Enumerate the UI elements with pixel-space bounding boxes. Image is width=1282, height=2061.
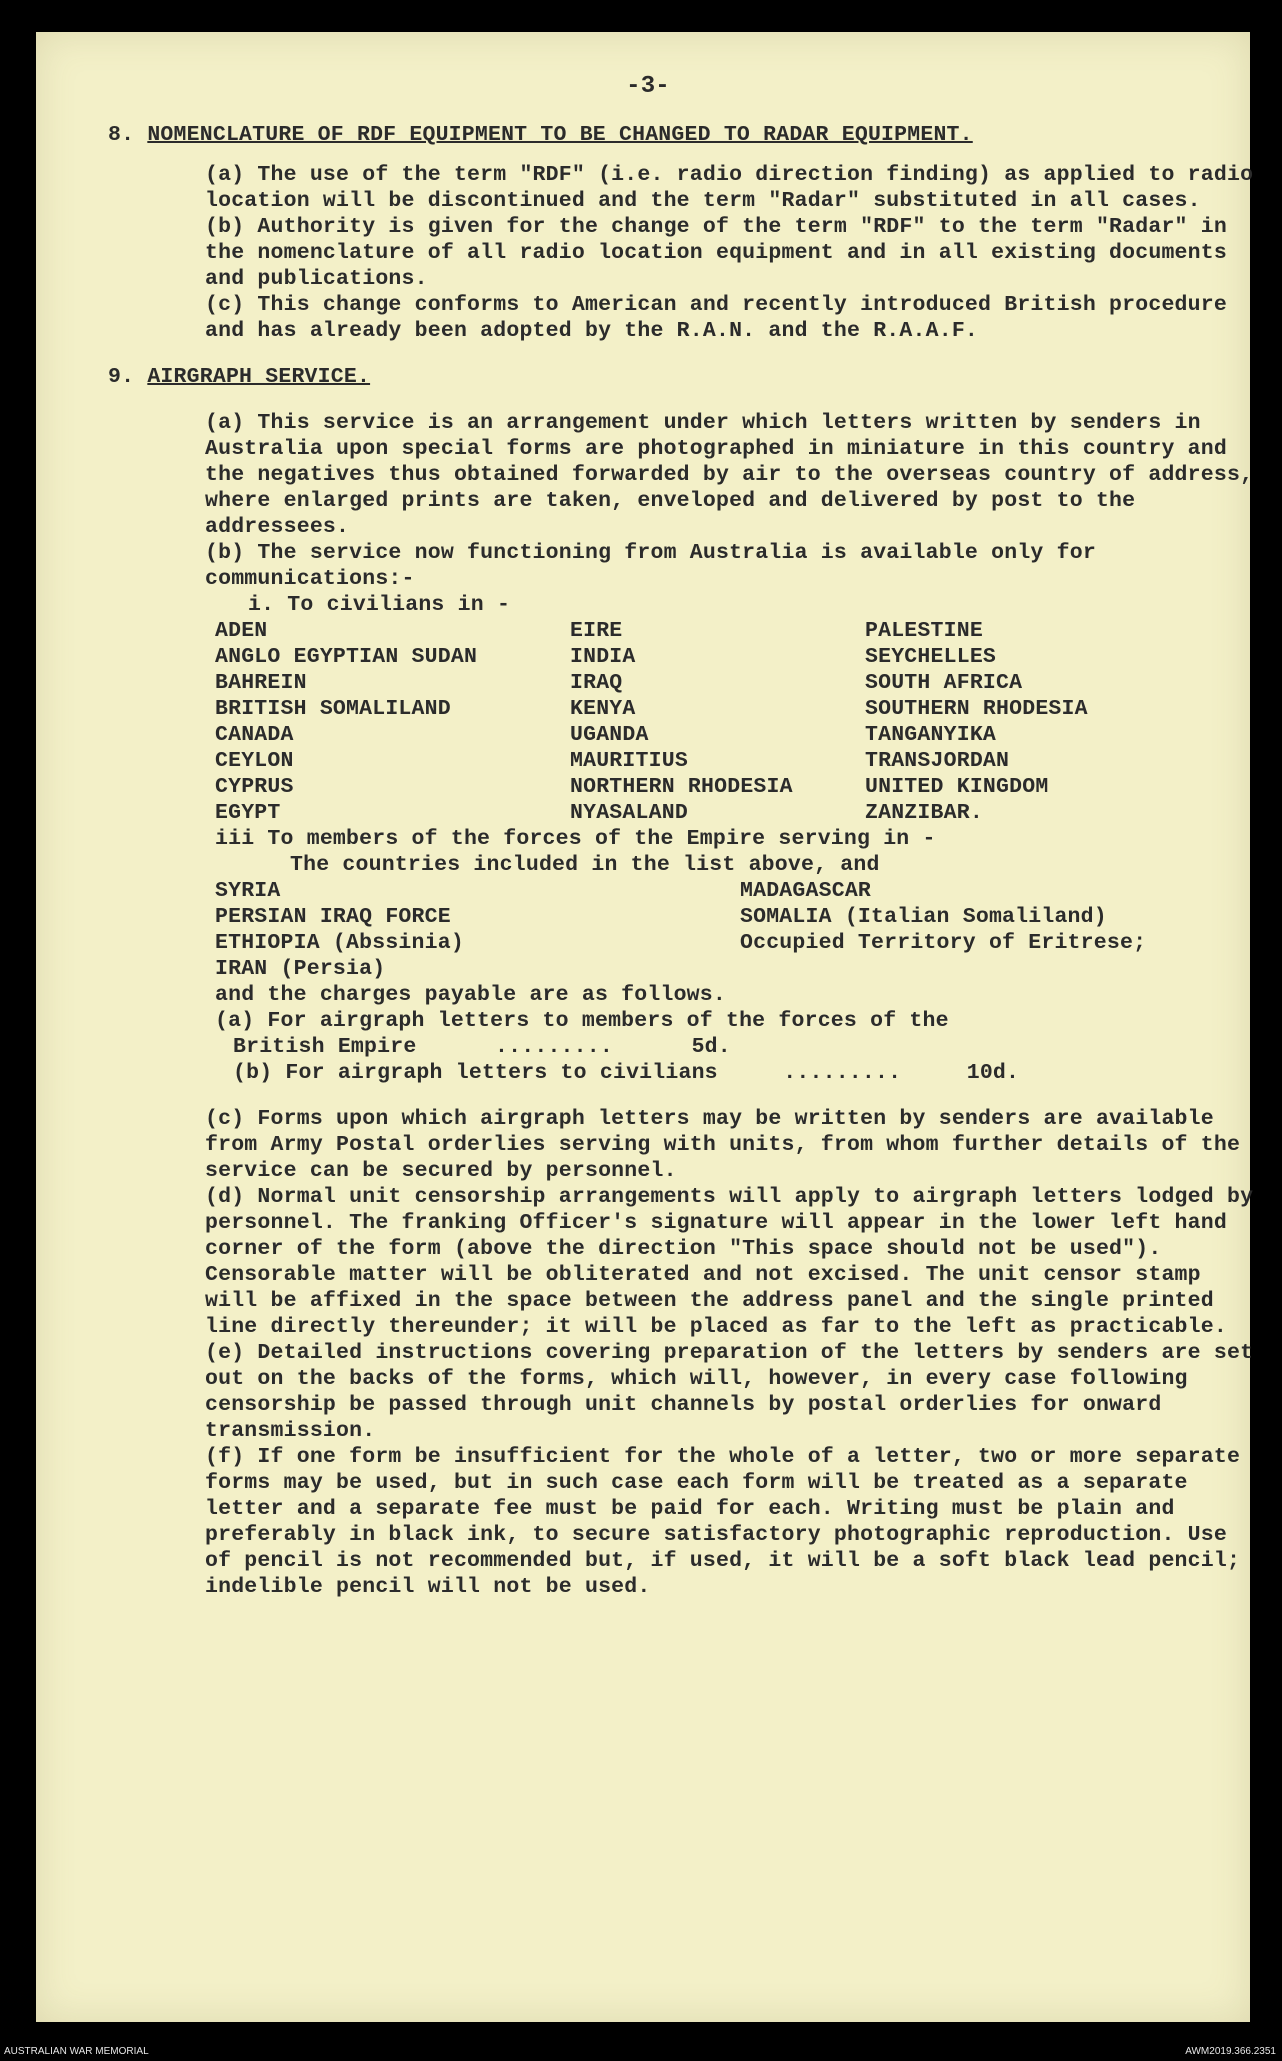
document-page: [36, 32, 1267, 2022]
country-cell: ANGLO EGYPTIAN SUDAN: [215, 645, 478, 669]
country-cell: TANGANYIKA: [865, 723, 997, 747]
country-cell: IRAQ: [570, 671, 623, 695]
country-cell: CYPRUS: [215, 775, 294, 799]
country-cell: PERSIAN IRAQ FORCE: [215, 905, 451, 929]
section-9-heading: [108, 364, 1258, 390]
civilian-countries-table: [108, 618, 1258, 826]
country-cell: EIRE: [570, 619, 623, 643]
forces-list-subheading: The countries included in the list above, and: [290, 853, 880, 877]
section-8-para-b: (b) Authority is given for the change of the term "RDF" to the term "Radar" in the nomenclature of all radio location equipment and in all existing documents and publications.: [205, 215, 1241, 291]
section-8-para-c: (c) This change conforms to American and recently introduced British procedure and has already been adopted by the R.A.N. and the R.A.A.F.: [205, 293, 1241, 343]
country-cell: MAURITIUS: [570, 749, 688, 773]
country-cell: NYASALAND: [570, 801, 688, 825]
footer-credit: AUSTRALIAN WAR MEMORIAL: [4, 2046, 149, 2057]
section-9-para-c: (c) Forms upon which airgraph letters may be written by senders are available from Army Postal orderlies serving with units, from whom further details of the service can be secured by personnel.: [205, 1107, 1254, 1183]
country-cell: [740, 956, 1240, 982]
country-cell: ZANZIBAR.: [865, 801, 983, 825]
country-cell: MADAGASCAR: [740, 879, 872, 903]
country-cell: UGANDA: [570, 723, 649, 747]
country-cell: CEYLON: [215, 749, 294, 773]
page-number: -3-: [626, 73, 670, 100]
country-cell: BRITISH SOMALILAND: [215, 697, 451, 721]
footer-accession-number: AWM2019.366.2351: [1185, 2046, 1276, 2057]
forces-list-heading: iii To members of the forces of the Empire serving in -: [215, 827, 936, 851]
country-cell: KENYA: [570, 697, 636, 721]
section-8-para-a: (a) The use of the term "RDF" (i.e. radio direction finding) as applied to radio location will be discontinued and the term "Radar" substituted in all cases.: [205, 163, 1267, 213]
country-cell: TRANSJORDAN: [865, 749, 1010, 773]
country-cell: NORTHERN RHODESIA: [570, 775, 793, 799]
country-cell: ADEN: [215, 619, 268, 643]
section-9-para-a: (a) This service is an arrangement under which letters written by senders in Australia upon special forms are photographed in miniature in this country and the negatives thus obtained forwarded by air to the overseas country of address, where enlarged prints are taken, enveloped and delivered by post to the addressees.: [205, 411, 1267, 539]
section-8-title: NOMENCLATURE OF RDF EQUIPMENT TO BE CHANGED TO RADAR EQUIPMENT.: [147, 123, 973, 147]
country-cell: EGYPT: [215, 801, 281, 825]
section-8-number: 8.: [108, 123, 135, 147]
forces-countries-table: [108, 878, 1258, 982]
country-cell: UNITED KINGDOM: [865, 775, 1049, 799]
section-9-para-d: (d) Normal unit censorship arrangements will apply to airgraph letters lodged by personnel. The franking Officer's signature will appear in the lower left hand corner of the form (above the direction "This space should not be used"). Censorable matter will be obliterated and not excised. The unit censor stamp will be affixed in the space between the address panel and the single printed line directly thereunder; it will be placed as far to the left as practicable.: [205, 1185, 1267, 1339]
civilians-list-heading: i. To civilians in -: [248, 593, 511, 617]
section-8-heading: [108, 122, 1258, 148]
country-cell: IRAN (Persia): [215, 957, 386, 981]
country-cell: Occupied Territory of Eritrese;: [740, 931, 1147, 955]
charge-a-line2: British Empire ......... 5d.: [233, 1035, 731, 1059]
country-cell: SYRIA: [215, 879, 281, 903]
charge-b: (b) For airgraph letters to civilians ......... 10d.: [233, 1061, 1020, 1085]
section-9-title: AIRGRAPH SERVICE.: [147, 365, 371, 389]
country-cell: PALESTINE: [865, 619, 983, 643]
country-cell: SEYCHELLES: [865, 645, 997, 669]
country-cell: CANADA: [215, 723, 294, 747]
country-cell: SOUTHERN RHODESIA: [865, 697, 1088, 721]
country-cell: ETHIOPIA (Abssinia): [215, 931, 464, 955]
section-9-number: 9.: [108, 365, 135, 389]
country-cell: INDIA: [570, 645, 636, 669]
section-9-para-b: (b) The service now functioning from Australia is available only for communications:-: [205, 541, 1110, 591]
section-9-para-e: (e) Detailed instructions covering preparation of the letters by senders are set out on the backs of the forms, which will, however, in every case following censorship be passed through unit channels by postal orderlies for onward transmission.: [205, 1341, 1267, 1443]
country-cell: SOMALIA (Italian Somaliland): [740, 905, 1107, 929]
charges-intro: and the charges payable are as follows.: [215, 983, 726, 1007]
section-9-para-f: (f) If one form be insufficient for the whole of a letter, two or more separate forms may be used, but in such case each form will be treated as a separate letter and a separate fee must be paid for each. Writing must be plain and preferably in black ink, to secure satisfactory photographic reproduction. Use of pencil is not recommended but, if used, it will be a soft black lead pencil; indelible pencil will not be used.: [205, 1445, 1254, 1599]
charge-a-line1: (a) For airgraph letters to members of the forces of the: [215, 1009, 949, 1033]
country-cell: SOUTH AFRICA: [865, 671, 1023, 695]
country-cell: BAHREIN: [215, 671, 307, 695]
document-body: [108, 73, 1267, 1600]
